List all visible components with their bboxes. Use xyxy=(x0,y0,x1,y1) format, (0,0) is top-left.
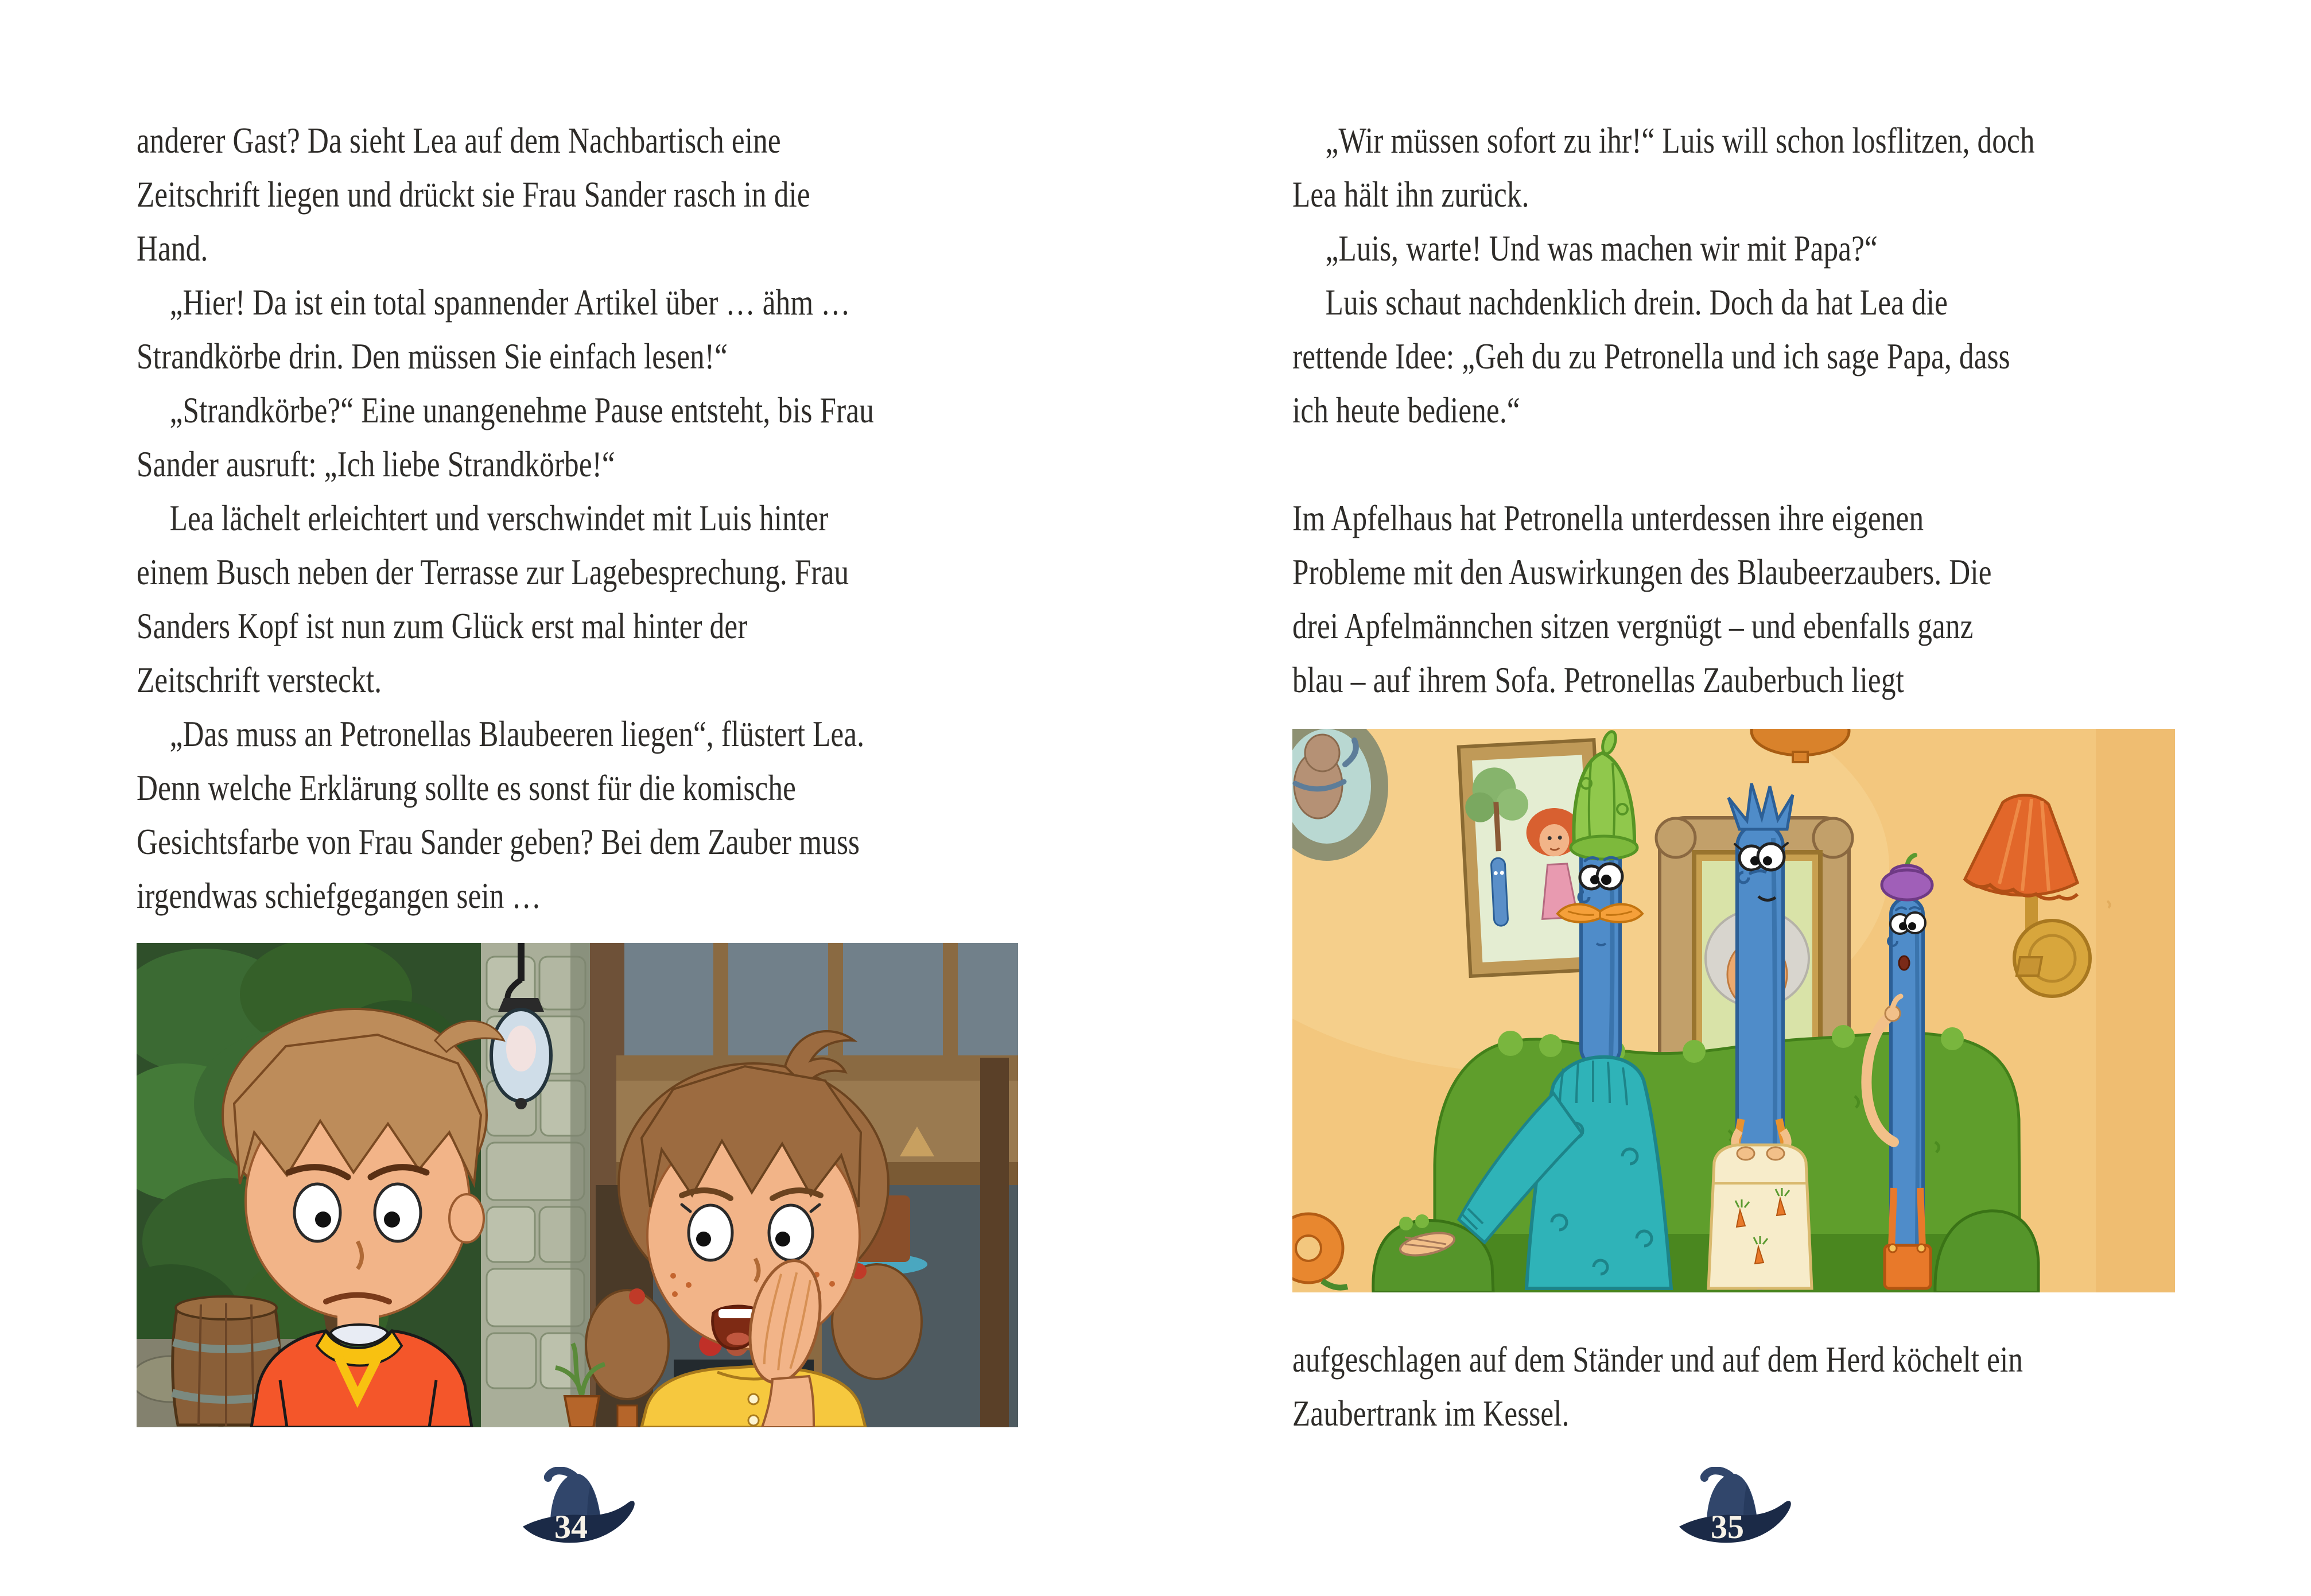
text-line: Zeitschrift liegen und drückt sie Frau Sander rasch in die xyxy=(137,174,810,215)
text-line: drei Apfelmännchen sitzen vergnügt – und ebenfalls ganz xyxy=(1292,605,1974,646)
text-line: „Hier! Da ist ein total spannender Artikel über … ähm … xyxy=(169,282,850,323)
text-line: „Wir müssen sofort zu ihr!“ Luis will schon losflitzen, doch xyxy=(1325,120,2035,161)
oval-frame xyxy=(1292,729,1380,852)
text-line: blau – auf ihrem Sofa. Petronellas Zauberbuch liegt xyxy=(1292,659,1904,700)
text-line: einem Busch neben der Terrasse zur Lagebesprechung. Frau xyxy=(137,552,849,592)
text-line: „Strandkörbe?“ Eine unangenehme Pause entsteht, bis Frau xyxy=(169,390,875,430)
text-line: Probleme mit den Auswirkungen des Blaubeerzaubers. Die xyxy=(1292,552,1992,592)
text-line: Luis schaut nachdenklich drein. Doch da hat Lea die xyxy=(1325,282,1948,323)
story-illustration-bakery xyxy=(137,943,1018,1427)
text-line: Hand. xyxy=(137,228,208,269)
text-line: Gesichtsfarbe von Frau Sander geben? Bei dem Zauber muss xyxy=(137,821,860,862)
page-number-hat xyxy=(1673,1467,1794,1553)
text-line: Sanders Kopf ist nun zum Glück erst mal hinter der xyxy=(137,605,748,646)
text-line: irgendwas schiefgegangen sein … xyxy=(137,875,541,916)
text-line: „Das muss an Petronellas Blaubeeren liegen“, flüstert Lea. xyxy=(169,713,865,754)
text-line: rettende Idee: „Geh du zu Petronella und ich sage Papa, dass xyxy=(1292,336,2010,376)
text-line: Im Apfelhaus hat Petronella unterdessen ihre eigenen xyxy=(1292,498,1924,538)
text-line: Zaubertrank im Kessel. xyxy=(1292,1393,1570,1434)
text-line: Zeitschrift versteckt. xyxy=(137,659,382,700)
left-page-text xyxy=(137,114,1023,923)
text-line: Strandkörbe drin. Den müssen Sie einfach lesen!“ xyxy=(137,336,728,376)
text-line: Lea hält ihn zurück. xyxy=(1292,174,1529,215)
text-line: Sander ausruft: „Ich liebe Strandkörbe!“ xyxy=(137,444,615,484)
text-line: „Luis, warte! Und was machen wir mit Papa?“ xyxy=(1325,228,1878,269)
page-number: 34 xyxy=(554,1508,588,1545)
story-illustration-apple-house xyxy=(1292,729,2175,1292)
text-line xyxy=(1292,437,2178,491)
page-number-hat xyxy=(517,1467,638,1553)
text-line: ich heute bediene.“ xyxy=(1292,390,1520,430)
green-sofa xyxy=(1373,1018,2038,1292)
page-number: 35 xyxy=(1711,1508,1744,1545)
text-line: Lea lächelt erleichtert und verschwindet mit Luis hinter xyxy=(169,498,829,538)
text-line: aufgeschlagen auf dem Ständer und auf dem Herd köchelt ein xyxy=(1292,1339,2023,1380)
text-line: Denn welche Erklärung sollte es sonst für die komische xyxy=(137,767,796,808)
text-line: anderer Gast? Da sieht Lea auf dem Nachbartisch eine xyxy=(137,120,781,161)
right-page-text xyxy=(1292,114,2178,707)
right-page-bottom-text xyxy=(1292,1333,2178,1440)
